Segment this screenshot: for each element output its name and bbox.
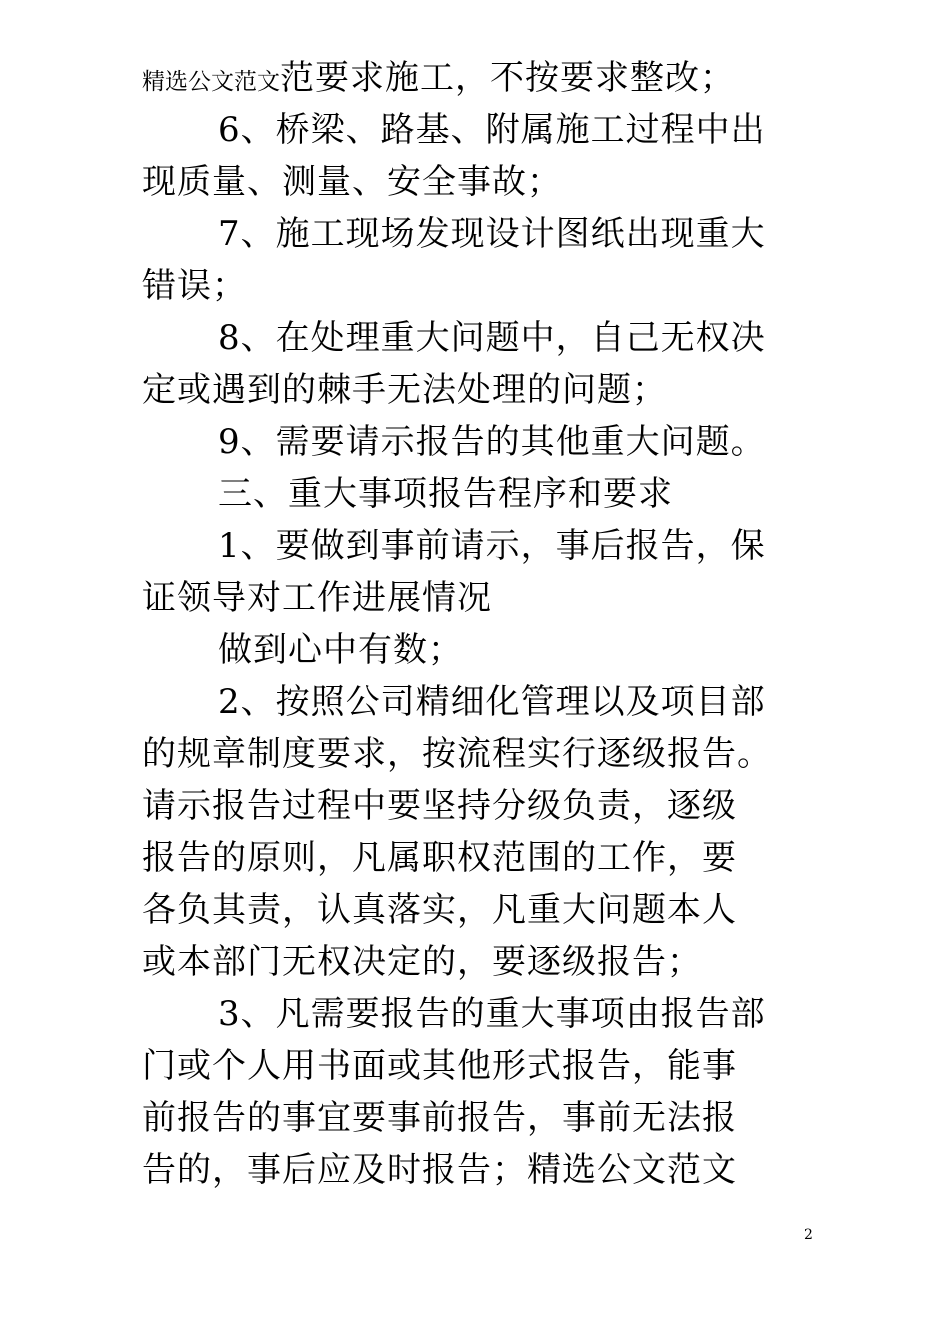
- text-line-17: 各负其责，认真落实，凡重大问题本人: [142, 890, 737, 930]
- text-line-1: [142, 52, 735, 104]
- text-line-7: 定或遇到的棘手无法处理的问题；: [142, 370, 667, 410]
- text-line-3: 现质量、测量、安全事故；: [142, 162, 562, 202]
- line-text: 范要求施工，不按要求整改；: [280, 58, 735, 98]
- page-number: 2: [804, 1227, 813, 1243]
- text-line-21: 前报告的事宜要事前报告，事前无法报: [142, 1098, 737, 1138]
- text-line-19: 3、凡需要报告的重大事项由报告部: [218, 994, 766, 1034]
- section-heading: 三、重大事项报告程序和要求: [218, 474, 673, 514]
- text-line-11: 证领导对工作进展情况: [142, 578, 492, 618]
- text-line-10: 1、要做到事前请示，事后报告，保: [218, 526, 766, 566]
- text-line-15: 请示报告过程中要坚持分级负责，逐级: [142, 786, 737, 826]
- text-line-5: 错误；: [142, 266, 247, 306]
- text-line-18: 或本部门无权决定的，要逐级报告；: [142, 942, 702, 982]
- footer-label: 精选公文范文: [527, 1150, 737, 1190]
- text-line-22: [142, 1144, 737, 1196]
- text-line-4: 7、施工现场发现设计图纸出现重大: [218, 214, 766, 254]
- line-text: 告的，事后应及时报告；: [142, 1150, 527, 1190]
- text-line-8: 9、需要请示报告的其他重大问题。: [218, 422, 766, 462]
- header-label: 精选公文范文: [142, 69, 280, 95]
- text-line-13: 2、按照公司精细化管理以及项目部: [218, 682, 766, 722]
- text-line-14: 的规章制度要求，按流程实行逐级报告。: [142, 734, 772, 774]
- text-line-16: 报告的原则，凡属职权范围的工作，要: [142, 838, 737, 878]
- text-line-2: 6、桥梁、路基、附属施工过程中出: [218, 110, 766, 150]
- text-line-6: 8、在处理重大问题中，自己无权决: [218, 318, 766, 358]
- text-line-20: 门或个人用书面或其他形式报告，能事: [142, 1046, 737, 1086]
- text-line-12: 做到心中有数；: [218, 630, 463, 670]
